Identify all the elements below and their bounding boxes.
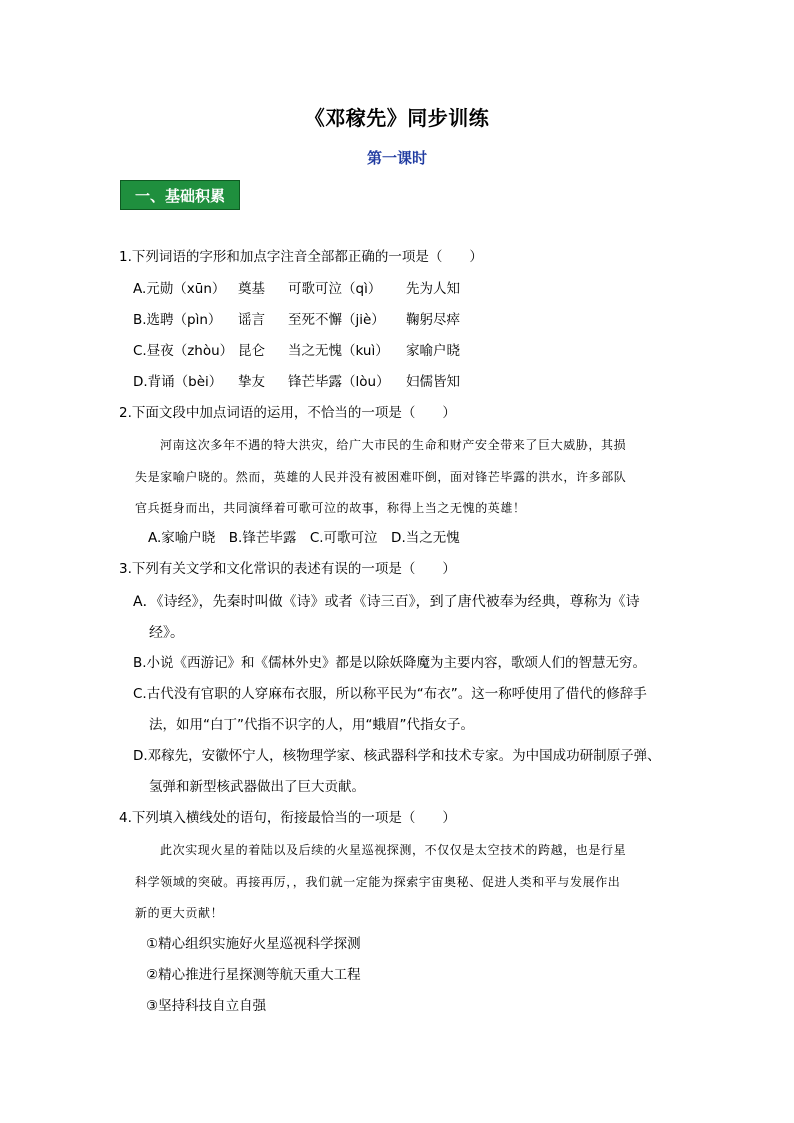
option-a-term1: A.元勋（xūn）: [133, 281, 226, 297]
question-3-option-a-line-1: A．《诗经》，先秦时叫做《诗》或者《诗三百》，到了唐代被奉为经典，尊称为《诗: [133, 594, 640, 610]
option-c-term1: C.昼夜（zhòu）: [133, 343, 234, 359]
option-a-term3: 可歌可泣（qì）: [288, 281, 382, 297]
question-3-option-b: B.小说《西游记》和《儒林外史》都是以除妖降魔为主要内容，歌颂人们的智慧无穷。: [133, 655, 647, 671]
option-d-term4: 妇儒皆知: [406, 374, 460, 390]
question-2-stem: 2.下面文段中加点词语的运用，不恰当的一项是（ ）: [119, 405, 456, 421]
question-2-passage-line-2: 失是家喻户晓的。然而，英雄的人民并没有被困难吓倒，面对锋芒毕露的洪水，许多部队: [135, 470, 627, 484]
question-3-option-d-line-2: 氢弹和新型核武器做出了巨大贡献。: [149, 779, 365, 795]
option-b-term2: 谣言: [238, 312, 265, 328]
question-4-stem: 4.下列填入横线处的语句，衔接最恰当的一项是（ ）: [119, 810, 456, 826]
question-3-option-a-line-2: 经》。: [149, 625, 184, 641]
option-a-term2: 奠基: [238, 281, 265, 297]
question-4-sentence-1: ①精心组织实施好火星巡视科学探测: [146, 936, 361, 952]
section-heading-basics: 一、基础积累: [120, 180, 240, 210]
question-3-stem: 3.下列有关文学和文化常识的表述有误的一项是（ ）: [119, 561, 456, 577]
question-3-option-c-line-2: 法，如用“白丁”代指不识字的人，用“蛾眉”代指女子。: [149, 717, 474, 733]
question-4-passage-line-3: 新的更大贡献！: [135, 906, 224, 920]
question-3-option-c-line-1: C.古代没有官职的人穿麻布衣服，所以称平民为“布衣”。这一称呼使用了借代的修辞手: [133, 686, 647, 702]
question-1-option-c: [133, 341, 460, 361]
option-b-term3: 至死不懈（jiè）: [288, 312, 385, 328]
question-2-passage-line-1: 河南这次多年不遇的特大洪灾，给广大市民的生命和财产安全带来了巨大威胁，其损: [160, 438, 627, 452]
lesson-subtitle: 第一课时: [366, 149, 427, 167]
option-c-term2: 昆仑: [238, 343, 265, 359]
question-1-option-a: [133, 279, 460, 299]
question-4-passage-line-1: 此次实现火星的着陆以及后续的火星巡视探测，不仅仅是太空技术的跨越，也是行星: [160, 843, 627, 857]
question-3-option-d-line-1: D.邓稼先，安徽怀宁人，核物理学家、核武器科学和技术专家。为中国成功研制原子弹、: [133, 748, 661, 764]
question-4-sentence-2: ②精心推进行星探测等航天重大工程: [146, 967, 361, 983]
option-a-term4: 先为人知: [406, 281, 460, 297]
question-1-option-b: [133, 310, 460, 330]
question-4-sentence-3: ③坚持科技自立自强: [146, 998, 267, 1014]
option-b-term4: 鞠躬尽瘁: [406, 312, 460, 328]
option-b-term1: B.选聘（pìn）: [133, 312, 222, 328]
option-d-term2: 挚友: [238, 374, 265, 390]
question-2-passage-line-3: 官兵挺身而出，共同演绎着可歌可泣的故事，称得上当之无愧的英雄！: [135, 501, 526, 515]
question-4-passage-line-2: 科学领域的突破。再接再厉，，我们就一定能为探索宇宙奥秘、促进人类和平与发展作出: [135, 875, 621, 889]
option-c-term3: 当之无愧（kuì）: [288, 343, 389, 359]
option-d-term1: D.背诵（bèi）: [133, 374, 223, 390]
question-1-stem: 1.下列词语的字形和加点字注音全部都正确的一项是（ ）: [119, 249, 483, 265]
question-2-options: A.家喻户晓 B.锋芒毕露 C.可歌可泣 D.当之无愧: [148, 530, 460, 546]
option-c-term4: 家喻户晓: [406, 343, 460, 359]
option-d-term3: 锋芒毕露（lòu）: [288, 374, 390, 390]
question-1-option-d: [133, 372, 460, 392]
page-title: 《邓稼先》同步训练: [304, 106, 490, 130]
